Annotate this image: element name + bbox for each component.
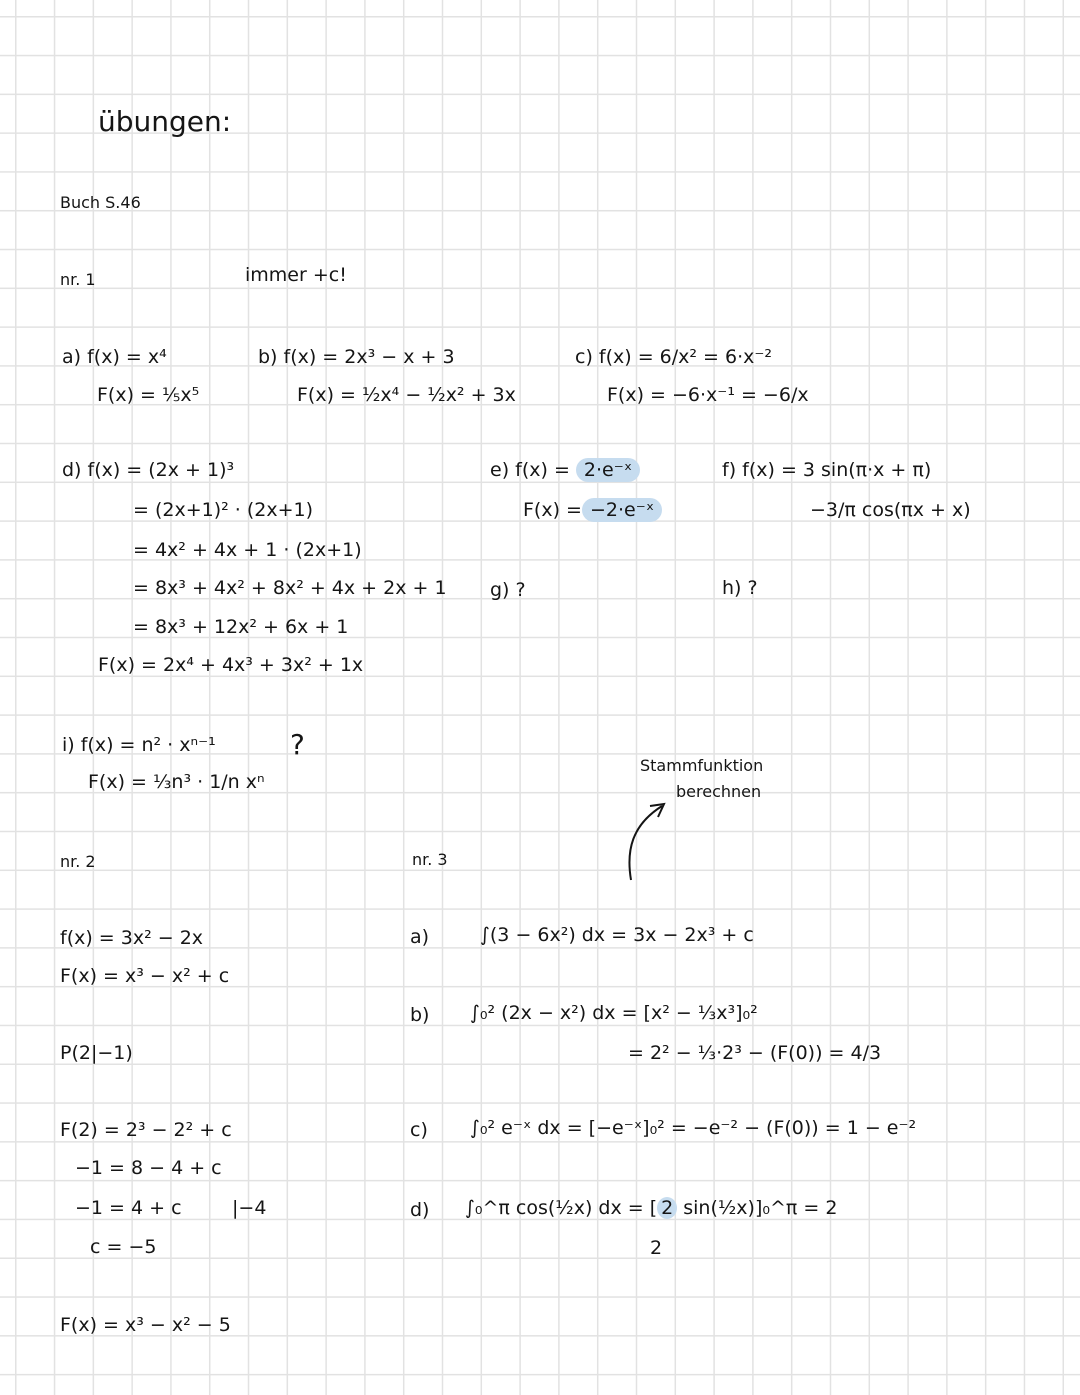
- nr3-b-line2: = 2² − ⅓·2³ − (F(0)) = 4/3: [628, 1042, 882, 1064]
- nr1-a-F: F(x) = ⅕x⁵: [97, 384, 200, 406]
- nr1-c-f: c) f(x) = 6/x² = 6·x⁻²: [575, 346, 773, 368]
- page-title: übungen:: [98, 105, 232, 138]
- nr3-d-below: 2: [650, 1237, 663, 1259]
- nr1-b-F: F(x) = ½x⁴ − ½x² + 3x: [297, 384, 516, 406]
- nr2-heading: nr. 2: [60, 852, 96, 871]
- nr2-result: F(x) = x³ − x² − 5: [60, 1314, 231, 1336]
- nr3-d-expr: [465, 1196, 837, 1220]
- nr2-step: −1 = 8 − 4 + c: [75, 1157, 222, 1179]
- nr1-i-F: F(x) = ⅓n³ · 1/n xⁿ: [88, 771, 265, 793]
- nr3-c-expr: ∫₀² e⁻ˣ dx = [−e⁻ˣ]₀² = −e⁻² − (F(0)) = 1 − e⁻²: [470, 1117, 917, 1139]
- nr2-step-note: |−4: [232, 1197, 267, 1219]
- nr2-step: c = −5: [90, 1236, 157, 1258]
- nr3-b-label: b): [410, 1004, 430, 1026]
- annotation-line2: berechnen: [676, 782, 762, 801]
- nr1-heading: nr. 1: [60, 270, 96, 289]
- nr1-d-line: = 4x² + 4x + 1 · (2x+1): [133, 539, 362, 561]
- nr2-F: F(x) = x³ − x² + c: [60, 965, 230, 987]
- nr1-d-line: = 8x³ + 4x² + 8x² + 4x + 2x + 1: [133, 577, 447, 599]
- nr3-c-label: c): [410, 1119, 428, 1141]
- nr1-note: immer +c!: [245, 264, 347, 286]
- nr1-d-line: = (2x+1)² · (2x+1): [133, 499, 314, 521]
- nr3-d-expr-post: sin(½x)]₀^π = 2: [677, 1197, 838, 1219]
- nr2-point: P(2|−1): [60, 1042, 133, 1064]
- nr1-e-f-label: e) f(x) =: [490, 459, 570, 481]
- nr1-d-F: F(x) = 2x⁴ + 4x³ + 3x² + 1x: [98, 654, 364, 676]
- nr3-a-expr: ∫(3 − 6x²) dx = 3x − 2x³ + c: [480, 924, 754, 946]
- nr3-d-label: d): [410, 1199, 430, 1221]
- nr1-e-F-label: F(x) =: [523, 499, 582, 521]
- nr1-f-f: f) f(x) = 3 sin(π·x + π): [722, 459, 932, 481]
- annotation-line1: Stammfunktion: [640, 756, 764, 775]
- nr3-heading: nr. 3: [412, 850, 448, 869]
- nr1-c-F: F(x) = −6·x⁻¹ = −6/x: [607, 384, 809, 406]
- nr3-d-expr-pre: ∫₀^π cos(½x) dx = [: [465, 1197, 658, 1219]
- highlight-e-f: 2·e⁻ˣ: [576, 458, 640, 482]
- nr1-i-question: ?: [290, 728, 305, 761]
- highlight-d: 2: [657, 1197, 677, 1219]
- nr1-f-F: −3/π cos(πx + x): [810, 499, 971, 521]
- nr1-d-line: d) f(x) = (2x + 1)³: [62, 459, 235, 481]
- nr1-h: h) ?: [722, 577, 758, 599]
- highlight-e-F: −2·e⁻ˣ: [582, 498, 662, 522]
- nr3-b-expr: ∫₀² (2x − x²) dx = [x² − ⅓x³]₀²: [470, 1002, 758, 1024]
- nr1-i-f: i) f(x) = n² · xⁿ⁻¹: [62, 734, 216, 756]
- nr1-g: g) ?: [490, 579, 526, 601]
- nr2-step: −1 = 4 + c: [75, 1197, 182, 1219]
- book-reference: Buch S.46: [60, 193, 141, 212]
- nr2-step: F(2) = 2³ − 2² + c: [60, 1119, 232, 1141]
- nr3-a-label: a): [410, 926, 430, 948]
- nr1-d-line: = 8x³ + 12x² + 6x + 1: [133, 616, 349, 638]
- nr1-a-f: a) f(x) = x⁴: [62, 346, 167, 368]
- nr1-b-f: b) f(x) = 2x³ − x + 3: [258, 346, 455, 368]
- nr2-f: f(x) = 3x² − 2x: [60, 927, 204, 949]
